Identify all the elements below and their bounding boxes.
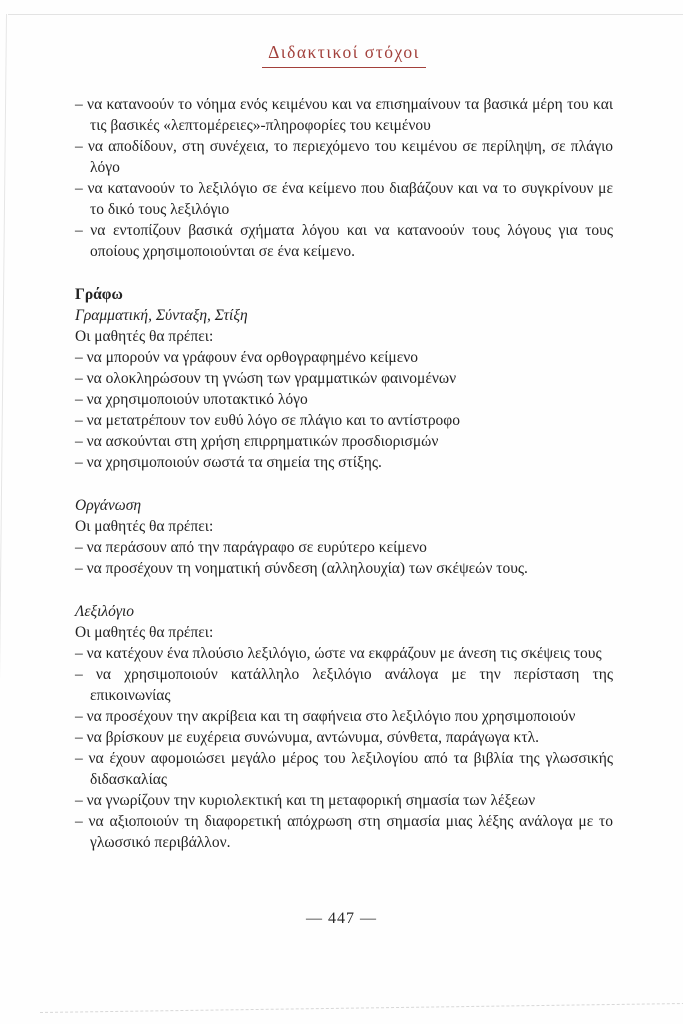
bullet-item: – να κατέχουν ένα πλούσιο λεξιλόγιο, ώστε να εκφράζουν με άνεση τις σκέψεις τους — [75, 645, 602, 662]
subsection-lead: Οι μαθητές θα πρέπει: — [75, 518, 214, 535]
bullet-item: – να έχουν αφομοιώσει μεγάλο μέρος του λεξιλογίου από τα βιβλία της γλωσσικής διδασκαλίας — [75, 750, 613, 788]
subsection-lexilogio — [75, 601, 613, 853]
subsection-grammatiki — [75, 305, 613, 473]
page-title: Διδακτικοί στόχοι — [262, 42, 426, 68]
scan-edge-left — [0, 14, 7, 1014]
subsection-lead: Οι μαθητές θα πρέπει: — [75, 624, 214, 641]
page-content — [75, 42, 613, 853]
bullet-list — [75, 643, 613, 853]
subsection-title: Οργάνωση — [75, 497, 142, 514]
subsection-title: Γραμματική, Σύνταξη, Στίξη — [75, 307, 248, 324]
scan-edge-top — [8, 14, 683, 15]
bullet-item: – να προσέχουν την ακρίβεια και τη σαφήνεια στο λεξιλόγιο που χρησιμοποιούν — [75, 708, 576, 725]
subsection-lead: Οι μαθητές θα πρέπει: — [75, 328, 214, 345]
page-number: — 447 — — [306, 910, 377, 927]
bullet-item: – να εντοπίζουν βασικά σχήματα λόγου και να κατανοούν τους λόγους για τους οποίους χρησιμοποιούνται σε ένα κείμενο. — [75, 222, 613, 260]
bullet-item: – να χρησιμοποιούν κατάλληλο λεξιλόγιο ανάλογα με την περίσταση της επικοινωνίας — [75, 666, 613, 704]
section-heading-grafo: Γράφω — [75, 286, 123, 303]
title-block — [75, 42, 613, 68]
bullet-item: – να γνωρίζουν την κυριολεκτική και τη μεταφορική σημασία των λέξεων — [75, 792, 536, 809]
bullet-item: – να κατανοούν το λεξιλόγιο σε ένα κείμενο που διαβάζουν και να το συγκρίνουν με το δικό τους λεξιλόγιο — [75, 180, 613, 218]
subsection-organosi — [75, 495, 613, 579]
bullet-item: – να αξιοποιούν τη διαφορετική απόχρωση στη σημασία μιας λέξης ανάλογα με το γλωσσικό περιβάλλον. — [75, 813, 613, 851]
bullet-item: – να βρίσκουν με ευχέρεια συνώνυμα, αντώνυμα, σύνθετα, παράγωγα κτλ. — [75, 729, 539, 746]
bullet-item: – να ασκούνται στη χρήση επιρρηματικών προσδιορισμών — [75, 433, 439, 450]
bullet-item: – να χρησιμοποιούν υποτακτικό λόγο — [75, 391, 308, 408]
bullet-item: – να μετατρέπουν τον ευθύ λόγο σε πλάγιο και το αντίστροφο — [75, 412, 460, 429]
bullet-item: – να ολοκληρώσουν τη γνώση των γραμματικών φαινομένων — [75, 370, 457, 387]
intro-bullet-list — [75, 94, 613, 262]
bullet-item: – να περάσουν από την παράγραφο σε ευρύτερο κείμενο — [75, 539, 427, 556]
bullet-item: – να μπορούν να γράφουν ένα ορθογραφημένο κείμενο — [75, 349, 418, 366]
bullet-list — [75, 537, 613, 579]
scan-edge-bottom — [40, 1003, 683, 1013]
bullet-item: – να χρησιμοποιούν σωστά τα σημεία της στίξης. — [75, 454, 382, 471]
bullet-item: – να προσέχουν τη νοηματική σύνδεση (αλληλουχία) των σκέψεών τους. — [75, 560, 528, 577]
bullet-list — [75, 347, 613, 473]
bullet-item: – να αποδίδουν, στη συνέχεια, το περιεχόμενο του κειμένου σε περίληψη, σε πλάγιο λόγο — [75, 138, 613, 176]
bullet-item: – να κατανοούν το νόημα ενός κειμένου και να επισημαίνουν τα βασικά μέρη του και τις βασικές «λεπτομέρειες»-πληροφορίες του κειμένου — [75, 96, 613, 134]
subsection-title: Λεξιλόγιο — [75, 603, 135, 620]
